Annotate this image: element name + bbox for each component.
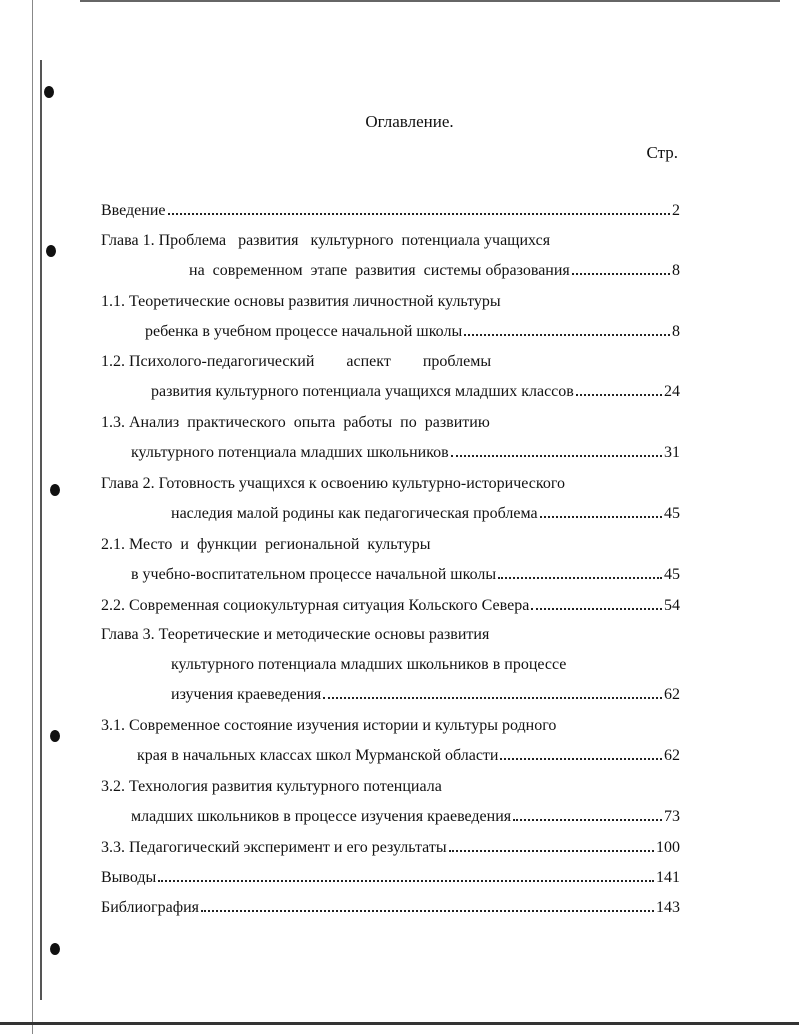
toc-page-number: 100 bbox=[656, 839, 680, 856]
toc-entry-text: 1.1. Теоретические основы развития личностной культуры bbox=[101, 293, 501, 310]
toc-entry-text: Глава 1. Проблема развития культурного потенциала учащихся bbox=[101, 232, 551, 249]
binding-hole-mark bbox=[50, 484, 60, 496]
toc-page-number: 8 bbox=[672, 262, 680, 279]
toc-entry-text: 3.3. Педагогический эксперимент и его результаты bbox=[101, 839, 447, 856]
toc-entry-text: края в начальных классах школ Мурманской области bbox=[137, 747, 499, 764]
toc-entry-text: 2.2. Современная социокультурная ситуация Кольского Севера bbox=[101, 597, 530, 614]
toc-page-number: 62 bbox=[664, 747, 680, 764]
toc-page-number: 54 bbox=[664, 597, 680, 614]
toc-entry-text: на современном этапе развития системы образования bbox=[189, 262, 570, 279]
binding-hole-mark bbox=[44, 86, 54, 98]
scan-border-left bbox=[32, 0, 33, 1034]
scan-border-left-inner bbox=[40, 60, 42, 1000]
toc-page-number: 45 bbox=[664, 566, 680, 583]
toc-entry-text: 1.2. Психолого-педагогический аспект проблемы bbox=[101, 353, 492, 370]
toc-entry bbox=[101, 352, 680, 412]
toc-page-number: 8 bbox=[672, 323, 680, 340]
toc-page-number: 62 bbox=[664, 686, 680, 703]
scan-border-bottom bbox=[0, 1022, 799, 1025]
document-title: Оглавление. bbox=[365, 112, 454, 131]
toc-entry bbox=[101, 596, 680, 626]
toc-entry bbox=[101, 292, 680, 352]
toc-entry bbox=[101, 474, 680, 534]
binding-hole-mark bbox=[50, 730, 60, 742]
toc-entry-text: 3.2. Технология развития культурного потенциала bbox=[101, 778, 442, 795]
toc-entry-text: в учебно-воспитательном процессе начальной школы bbox=[131, 566, 497, 583]
binding-hole-mark bbox=[46, 245, 56, 257]
toc-entry-text: Выводы bbox=[101, 869, 157, 886]
toc-entry bbox=[101, 716, 680, 776]
toc-page-number: 2 bbox=[672, 202, 680, 219]
toc-entry bbox=[101, 898, 680, 928]
toc-entry-text: 3.1. Современное состояние изучения истории и культуры родного bbox=[101, 717, 557, 734]
toc-entry-text: Глава 2. Готовность учащихся к освоению культурно-исторического bbox=[101, 475, 565, 492]
toc-entry-text: культурного потенциала младших школьников в процессе bbox=[171, 656, 567, 673]
toc-entry bbox=[101, 838, 680, 868]
toc-page-number: 31 bbox=[664, 444, 680, 461]
toc-page-number: 141 bbox=[656, 869, 680, 886]
toc-page-number: 24 bbox=[664, 383, 680, 400]
toc-entry bbox=[101, 777, 680, 837]
toc-entry-text: культурного потенциала младших школьников bbox=[131, 444, 449, 461]
toc-entry-text: Глава 3. Теоретические и методические основы развития bbox=[101, 626, 490, 643]
scan-border-top bbox=[80, 0, 780, 2]
toc-entry-text: Библиография bbox=[101, 899, 199, 916]
toc-entry-text: ребенка в учебном процессе начальной школы bbox=[145, 323, 463, 340]
toc-entry bbox=[101, 231, 680, 291]
binding-hole-mark bbox=[50, 943, 60, 955]
toc-entry-text: 2.1. Место и функции региональной культуры bbox=[101, 536, 431, 553]
toc-entry-text: 1.3. Анализ практического опыта работы по развитию bbox=[101, 414, 490, 431]
toc-entry-text: изучения краеведения bbox=[171, 686, 322, 703]
toc-entry bbox=[101, 625, 680, 715]
toc-entry bbox=[101, 201, 680, 231]
toc-entry bbox=[101, 535, 680, 595]
toc-page-number: 73 bbox=[664, 808, 680, 825]
toc-entry bbox=[101, 868, 680, 898]
toc-entry-text: развития культурного потенциала учащихся младших классов bbox=[151, 383, 574, 400]
toc-page-number: 143 bbox=[656, 899, 680, 916]
toc-entry-text: наследия малой родины как педагогическая проблема bbox=[171, 505, 538, 522]
toc-entry-text: младших школьников в процессе изучения краеведения bbox=[131, 808, 512, 825]
page-column-header: Стр. bbox=[646, 143, 678, 162]
toc-page-number: 45 bbox=[664, 505, 680, 522]
toc-entry-text: Введение bbox=[101, 202, 166, 219]
toc-entry bbox=[101, 413, 680, 473]
